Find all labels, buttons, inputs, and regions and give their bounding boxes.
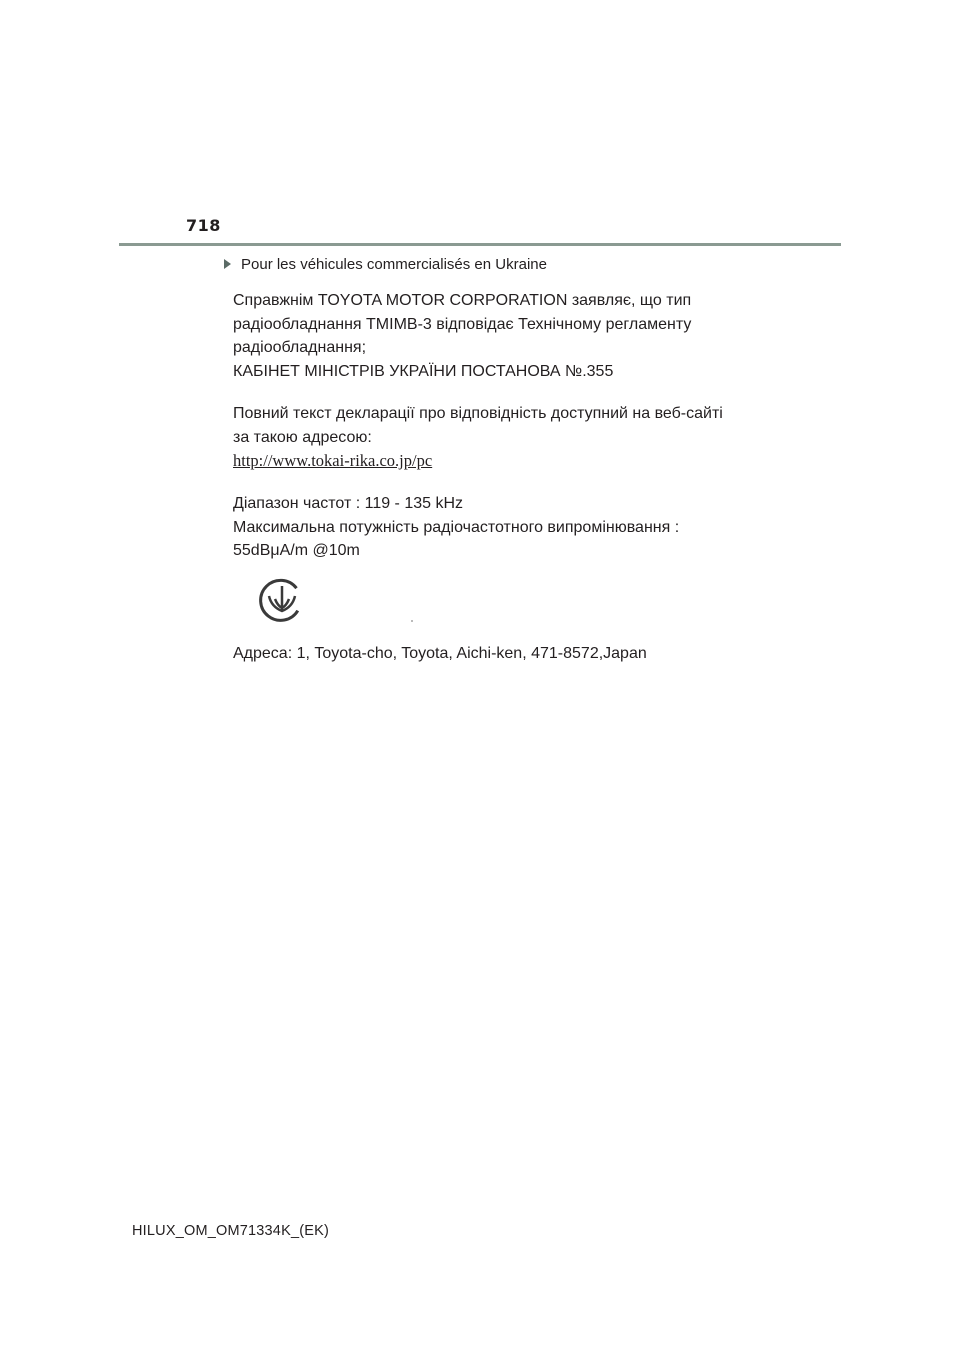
section-heading: [224, 255, 547, 275]
frequency-range: Діапазон частот : 119 - 135 kHz: [233, 495, 464, 512]
ukrainian-conformity-mark-icon: [257, 575, 307, 625]
header-divider: [119, 243, 841, 246]
full-text-line: за такою адресою:: [233, 428, 372, 446]
declaration-url-link[interactable]: http://www.tokai-rika.co.jp/pc: [233, 451, 433, 470]
scan-speck: [411, 620, 413, 622]
max-power-label: Максимальна потужність радіочастотного випромінювання :: [233, 518, 680, 536]
section-heading-text: Pour les véhicules commercialisés en Ukraine: [241, 256, 547, 273]
full-text-block: [233, 402, 723, 474]
triangle-bullet-icon: [224, 259, 231, 269]
max-power-value: 55dBμA/m @10m: [233, 542, 360, 559]
declaration-line: Справжнім TOYOTA MOTOR CORPORATION заявляє, що тип: [233, 292, 692, 309]
address-text: Адреса: 1, Toyota-cho, Toyota, Aichi-ken, 471-8572,Japan: [233, 645, 647, 662]
page-number: 718: [186, 216, 221, 235]
declaration-line: КАБІНЕТ МІНІСТРІВ УКРАЇНИ ПОСТАНОВА №.355: [233, 362, 614, 380]
address-block: [233, 642, 647, 666]
footer-code: HILUX_OM_OM71334K_(EK): [132, 1223, 330, 1239]
declaration-line: радіообладнання;: [233, 339, 367, 356]
full-text-line: Повний текст декларації про відповідність доступний на веб-сайті: [233, 405, 723, 422]
declaration-line: радіообладнання TMIMB-3 відповідає Технічному регламенту: [233, 315, 692, 333]
specs-block: [233, 492, 679, 563]
declaration-block: [233, 289, 691, 383]
